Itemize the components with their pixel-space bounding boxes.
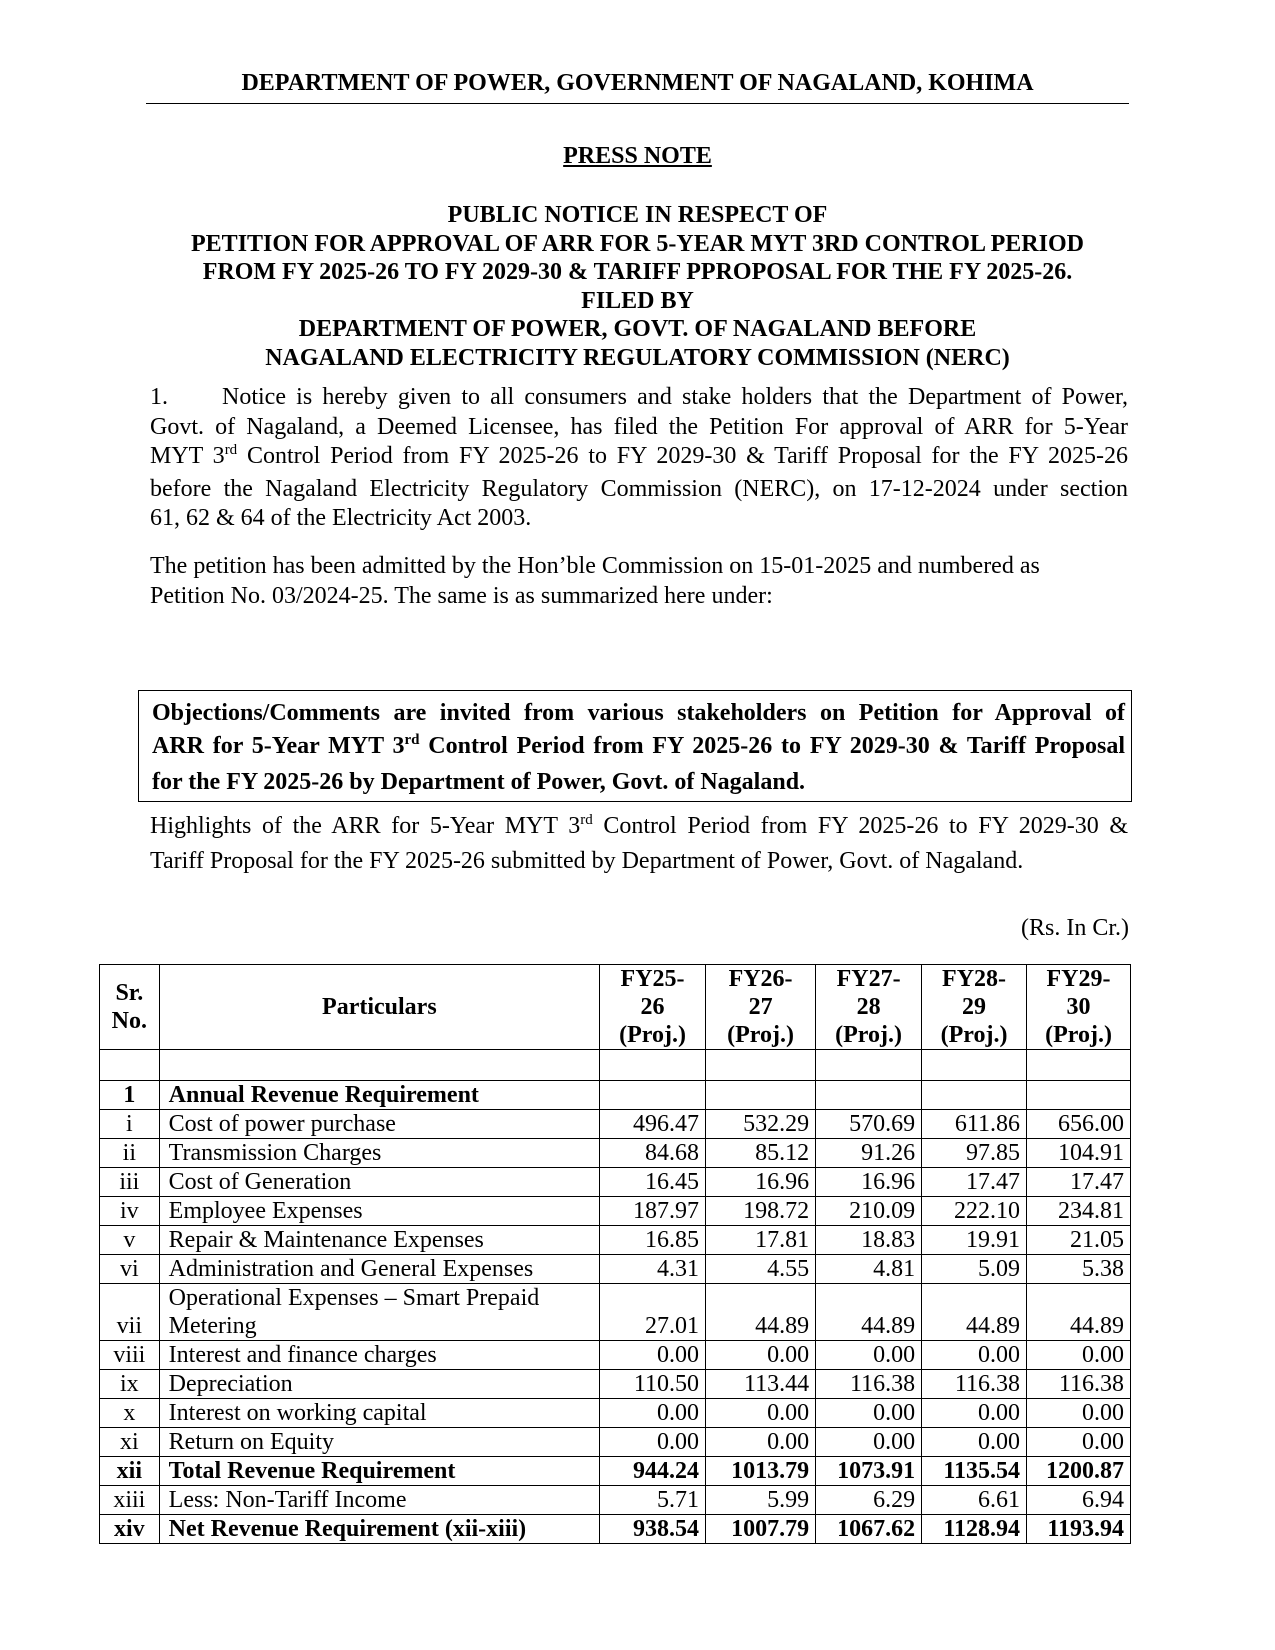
header-year: FY27- 28 (Proj.) [816,965,922,1050]
row-label-line: Operational Expenses – Smart Prepaid [168,1285,540,1311]
row-sr: xii [100,1457,160,1486]
row-value: 0.00 [600,1341,706,1370]
row-value: 0.00 [816,1428,922,1457]
arr-table [99,964,1131,1544]
row-particulars: Interest on working capital [159,1399,599,1428]
row-value: 656.00 [1027,1110,1131,1139]
row-sr: x [100,1399,160,1428]
table-body [100,1110,1131,1544]
blank-cell [922,1081,1027,1110]
press-note-title: PRESS NOTE [563,143,712,169]
row-value: 110.50 [600,1370,706,1399]
row-value: 5.99 [706,1486,816,1515]
row-value: 532.29 [706,1110,816,1139]
notice-title-line: DEPARTMENT OF POWER, GOVT. OF NAGALAND BEFORE [298,316,977,342]
public-notice-title [0,201,1275,372]
row-value: 44.89 [922,1284,1027,1341]
row-value: 85.12 [706,1139,816,1168]
row-value: 1067.62 [816,1515,922,1544]
row-value: 5.09 [922,1255,1027,1284]
paragraph-text: Highlights of the ARR for 5-Year MYT 3 [150,813,581,839]
row-value: 938.54 [600,1515,706,1544]
table-row [100,1515,1131,1544]
box-line [152,730,1125,766]
superscript: rd [404,732,420,748]
paragraph-line: The petition has been admitted by the Hon’ble Commission on 15-01-2025 and numbered as [150,553,1040,579]
box-text: Control Period from FY 2025-26 to FY 2029-30 & Tariff Proposal [419,733,1125,759]
blank-cell [600,1050,706,1081]
row-sr: iv [100,1197,160,1226]
row-value: 944.24 [600,1457,706,1486]
row-value: 18.83 [816,1226,922,1255]
blank-cell [600,1081,706,1110]
paragraph-line [150,442,1128,475]
row-value: 0.00 [1027,1399,1131,1428]
units-note: (Rs. In Cr.) [1021,915,1129,941]
paragraph-line: Tariff Proposal for the FY 2025-26 submitted by Department of Power, Govt. of Nagaland. [150,848,1024,874]
row-value: 5.71 [600,1486,706,1515]
paragraph-text: Notice is hereby given to all consumers and stake holders that the Department of Power, [222,384,1128,410]
table-row [100,1399,1131,1428]
row-particulars: Less: Non-Tariff Income [159,1486,599,1515]
notice-title-line: PETITION FOR APPROVAL OF ARR FOR 5-YEAR MYT 3RD CONTROL PERIOD [191,230,1084,257]
header-year: FY29- 30 (Proj.) [1027,965,1131,1050]
row-sr: xi [100,1428,160,1457]
table-row [100,1428,1131,1457]
table-row [100,1139,1131,1168]
row-particulars: Transmission Charges [159,1139,599,1168]
box-text: ARR for 5-Year MYT 3 [152,733,405,759]
table-row [100,1284,1131,1341]
row-sr: i [100,1110,160,1139]
department-header: DEPARTMENT OF POWER, GOVERNMENT OF NAGALAND, KOHIMA [146,70,1129,104]
row-value: 1135.54 [922,1457,1027,1486]
box-line: for the FY 2025-26 by Department of Power, Govt. of Nagaland. [152,769,806,795]
row-value: 0.00 [706,1399,816,1428]
row-value: 19.91 [922,1226,1027,1255]
row-sr: iii [100,1168,160,1197]
paragraph-text: Control Period from FY 2025-26 to FY 2029-30 & [592,813,1129,839]
row-value: 27.01 [600,1284,706,1341]
row-value: 222.10 [922,1197,1027,1226]
blank-cell [816,1050,922,1081]
row-value: 113.44 [706,1370,816,1399]
row-value: 234.81 [1027,1197,1131,1226]
row-value: 0.00 [1027,1341,1131,1370]
section-sr: 1 [100,1081,160,1110]
row-value: 1200.87 [1027,1457,1131,1486]
blank-cell [706,1081,816,1110]
row-particulars: Repair & Maintenance Expenses [159,1226,599,1255]
row-value: 44.89 [1027,1284,1131,1341]
row-value: 16.96 [706,1168,816,1197]
table-row [100,1168,1131,1197]
highlights-paragraph [150,810,1128,877]
row-sr: viii [100,1341,160,1370]
row-sr: xiv [100,1515,160,1544]
row-value: 0.00 [706,1428,816,1457]
blank-cell [1027,1050,1131,1081]
row-value: 44.89 [706,1284,816,1341]
row-particulars: Net Revenue Requirement (xii-xiii) [159,1515,599,1544]
superscript: rd [580,812,593,828]
paragraph-line: 61, 62 & 64 of the Electricity Act 2003. [150,505,532,531]
row-particulars: Cost of power purchase [159,1110,599,1139]
row-sr: vi [100,1255,160,1284]
table-header-row [100,965,1131,1050]
row-value: 1128.94 [922,1515,1027,1544]
row-value: 611.86 [922,1110,1027,1139]
section-label: Annual Revenue Requirement [159,1081,599,1110]
header-year: FY28- 29 (Proj.) [922,965,1027,1050]
row-value: 116.38 [1027,1370,1131,1399]
paragraph-line: Petition No. 03/2024-25. The same is as summarized here under: [150,582,773,609]
row-value: 16.96 [816,1168,922,1197]
blank-cell [100,1050,160,1081]
table-row [100,1226,1131,1255]
row-value: 116.38 [922,1370,1027,1399]
table-row [100,1457,1131,1486]
notice-title-line: PUBLIC NOTICE IN RESPECT OF [447,202,828,228]
row-value: 1193.94 [1027,1515,1131,1544]
table-row [100,1197,1131,1226]
row-value: 0.00 [816,1341,922,1370]
row-value: 187.97 [600,1197,706,1226]
header-particulars: Particulars [159,965,599,1050]
table-row [100,1370,1131,1399]
row-value: 0.00 [922,1341,1027,1370]
table-row [100,1110,1131,1139]
table-row [100,1486,1131,1515]
row-particulars: Depreciation [159,1370,599,1399]
table-row [100,1341,1131,1370]
row-value: 0.00 [922,1428,1027,1457]
row-value: 0.00 [1027,1428,1131,1457]
row-value: 1007.79 [706,1515,816,1544]
box-line: Objections/Comments are invited from various stakeholders on Petition for Approval of [152,700,1125,726]
header-year: FY25- 26 (Proj.) [600,965,706,1050]
paragraph-line: before the Nagaland Electricity Regulatory Commission (NERC), on 17-12-2024 under section [150,475,1128,502]
row-particulars: Total Revenue Requirement [159,1457,599,1486]
row-value: 0.00 [816,1399,922,1428]
table-blank-row [100,1050,1131,1081]
row-value: 1073.91 [816,1457,922,1486]
table-section-row [100,1081,1131,1110]
objections-box [138,690,1132,802]
paragraph-line [150,383,1128,413]
row-value: 4.81 [816,1255,922,1284]
row-value: 570.69 [816,1110,922,1139]
row-value: 84.68 [600,1139,706,1168]
row-value: 496.47 [600,1110,706,1139]
paragraph-line: Govt. of Nagaland, a Deemed Licensee, has filed the Petition For approval of ARR for 5-Year [150,413,1128,440]
row-value: 17.47 [922,1168,1027,1197]
row-sr: v [100,1226,160,1255]
row-sr: ii [100,1139,160,1168]
row-value: 4.31 [600,1255,706,1284]
row-value: 6.29 [816,1486,922,1515]
row-value: 104.91 [1027,1139,1131,1168]
row-particulars: Employee Expenses [159,1197,599,1226]
row-value: 210.09 [816,1197,922,1226]
row-value: 198.72 [706,1197,816,1226]
row-value: 6.61 [922,1486,1027,1515]
blank-cell [159,1050,599,1081]
row-value: 0.00 [706,1341,816,1370]
notice-paragraph-1 [150,383,1128,534]
blank-cell [1027,1081,1131,1110]
paragraph-line [150,810,1128,845]
row-value: 97.85 [922,1139,1027,1168]
paragraph-number: 1. [150,384,168,410]
row-particulars: Administration and General Expenses [159,1255,599,1284]
notice-title-line: NAGALAND ELECTRICITY REGULATORY COMMISSION (NERC) [265,344,1010,371]
row-value: 44.89 [816,1284,922,1341]
row-sr: ix [100,1370,160,1399]
row-particulars [159,1284,599,1341]
row-sr: xiii [100,1486,160,1515]
row-value: 0.00 [600,1428,706,1457]
row-value: 1013.79 [706,1457,816,1486]
row-value: 17.81 [706,1226,816,1255]
row-sr: vii [100,1284,160,1341]
row-value: 16.45 [600,1168,706,1197]
row-value: 6.94 [1027,1486,1131,1515]
row-value: 4.55 [706,1255,816,1284]
row-value: 0.00 [922,1399,1027,1428]
row-value: 5.38 [1027,1255,1131,1284]
blank-cell [922,1050,1027,1081]
row-particulars: Cost of Generation [159,1168,599,1197]
notice-title-line: FILED BY [581,287,694,314]
paragraph-text: Control Period from FY 2025-26 to FY 2029-30 & Tariff Proposal for the FY 2025-26 [237,443,1128,469]
row-value: 0.00 [600,1399,706,1428]
table-row [100,1255,1131,1284]
notice-paragraph-2 [150,552,1128,611]
header-year: FY26- 27 (Proj.) [706,965,816,1050]
row-label-line: Metering [168,1313,257,1339]
row-value: 21.05 [1027,1226,1131,1255]
blank-cell [706,1050,816,1081]
row-particulars: Return on Equity [159,1428,599,1457]
row-value: 16.85 [600,1226,706,1255]
paragraph-text: MYT 3 [150,443,225,469]
row-value: 91.26 [816,1139,922,1168]
header-sr-no: Sr. No. [100,965,160,1050]
row-value: 17.47 [1027,1168,1131,1197]
row-value: 116.38 [816,1370,922,1399]
blank-cell [816,1081,922,1110]
superscript: rd [224,442,238,458]
notice-title-line: FROM FY 2025-26 TO FY 2029-30 & TARIFF PPROPOSAL FOR THE FY 2025-26. [202,259,1073,285]
row-particulars: Interest and finance charges [159,1341,599,1370]
